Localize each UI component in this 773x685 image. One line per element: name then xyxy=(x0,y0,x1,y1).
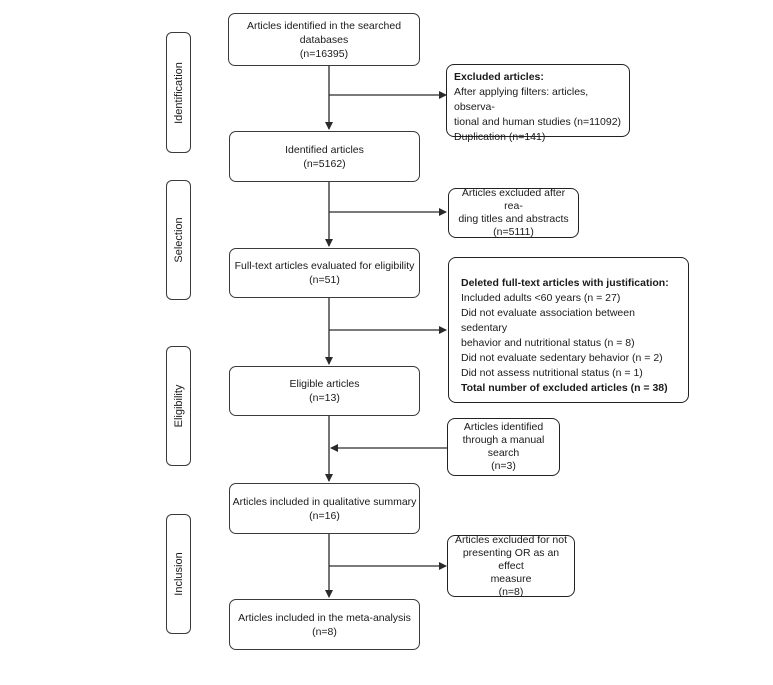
box-identified-articles: Identified articles (n=5162) xyxy=(229,131,420,182)
box-identified-databases: Articles identified in the searched databases (n=16395) xyxy=(228,13,420,66)
box-excluded-articles: Excluded articles: After applying filters: articles, observa- tional and human studies (n=11092) Duplication (n=141) xyxy=(446,64,630,137)
box-excluded-or: Articles excluded for not presenting OR as an effect measure (n=8) xyxy=(447,535,575,597)
box-manual-search: Articles identified through a manual search (n=3) xyxy=(447,418,560,476)
box-eligible: Eligible articles (n=13) xyxy=(229,366,420,416)
phase-identification: Identification xyxy=(166,32,191,153)
phase-eligibility: Eligibility xyxy=(166,346,191,466)
box-meta-analysis: Articles included in the meta-analysis (n=8) xyxy=(229,599,420,650)
phase-inclusion: Inclusion xyxy=(166,514,191,634)
box-deleted-fulltext: Deleted full-text articles with justification: Included adults <60 years (n = 27) Did not evaluate association between sedentary behavior and nutritional status (n = 8) Did not evaluate sedentary behavior (n = 2) Did not assess nutritional status (n = 1) Total number of excluded articles (n = 38) xyxy=(448,257,689,403)
box-qualitative: Articles included in qualitative summary (n=16) xyxy=(229,483,420,534)
box-fulltext: Full-text articles evaluated for eligibility (n=51) xyxy=(229,248,420,298)
phase-selection: Selection xyxy=(166,180,191,300)
box-excluded-titles: Articles excluded after rea- ding titles and abstracts (n=5111) xyxy=(448,188,579,238)
